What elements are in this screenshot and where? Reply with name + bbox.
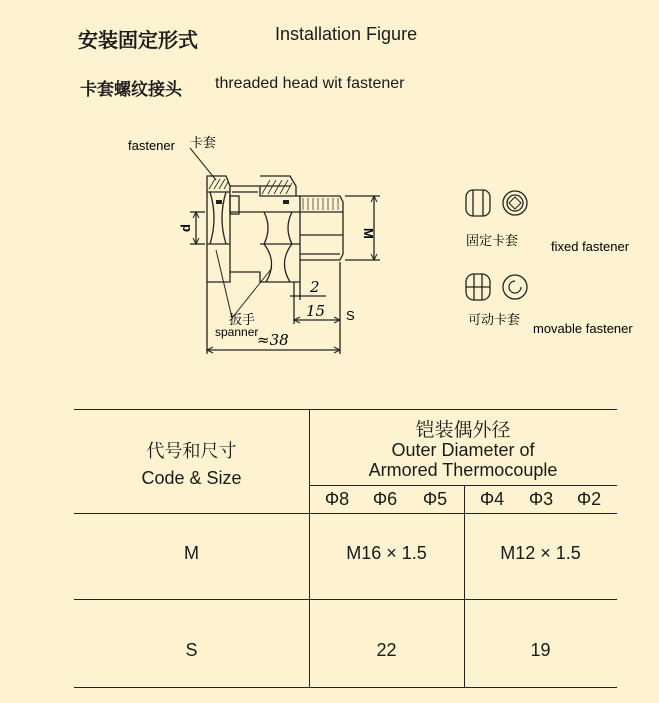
diam-phi8: Φ8 (324, 489, 350, 509)
row-m-code: M (184, 543, 199, 563)
row-m-value-2: M12 × 1.5 (500, 543, 581, 563)
section-title-en: threaded head wit fastener (215, 75, 405, 92)
table-bottom-rule (74, 687, 617, 688)
section-title-cn: 卡套螺纹接头 (80, 80, 182, 100)
dim-d-label: d (178, 224, 193, 232)
dim-S-label: S (346, 308, 355, 323)
row-divider (74, 599, 617, 600)
movable-fastener-cn: 可动卡套 (468, 313, 521, 328)
header-diameter-en-2: Armored Thermocouple (368, 460, 558, 480)
header-diameter-en-1: Outer Diameter of (391, 440, 535, 460)
size-table (74, 409, 617, 688)
diam-phi3: Φ3 (528, 489, 554, 509)
diam-phi6: Φ6 (372, 489, 398, 509)
header-divider (309, 485, 617, 486)
fixed-fastener-cn: 固定卡套 (466, 234, 519, 249)
page-title-en: Installation Figure (275, 24, 418, 44)
spanner-label-en: spanner (215, 325, 259, 339)
row-s-value-1: 22 (376, 640, 397, 660)
dim-2-label: 2 (310, 278, 320, 296)
spanner-label-cn: 扳手 (229, 313, 256, 328)
row-m-value-1: M16 × 1.5 (346, 543, 427, 563)
dim-M-label: M (361, 228, 376, 239)
table-top-rule (74, 409, 617, 410)
header-code-cn: 代号和尺寸 (146, 441, 237, 462)
row-s-code: S (185, 640, 198, 660)
header-diameter-cn: 铠装偶外径 (415, 419, 511, 441)
header-code-en: Code & Size (141, 468, 242, 488)
diam-phi2: Φ2 (576, 489, 602, 509)
row-s-value-2: 19 (530, 640, 551, 660)
fastener-label-cn: 卡套 (190, 136, 217, 151)
dim-15-label: 15 (306, 302, 326, 320)
dim-38-label: ≈38 (257, 331, 289, 349)
diam-phi4: Φ4 (479, 489, 505, 509)
fastener-label-en: fastener (128, 138, 175, 153)
page-title-cn: 安装固定形式 (78, 28, 198, 52)
movable-fastener-en: movable fastener (533, 321, 633, 336)
fixed-fastener-en: fixed fastener (551, 239, 630, 254)
diam-phi5: Φ5 (422, 489, 448, 509)
header-bottom-rule (74, 513, 617, 514)
